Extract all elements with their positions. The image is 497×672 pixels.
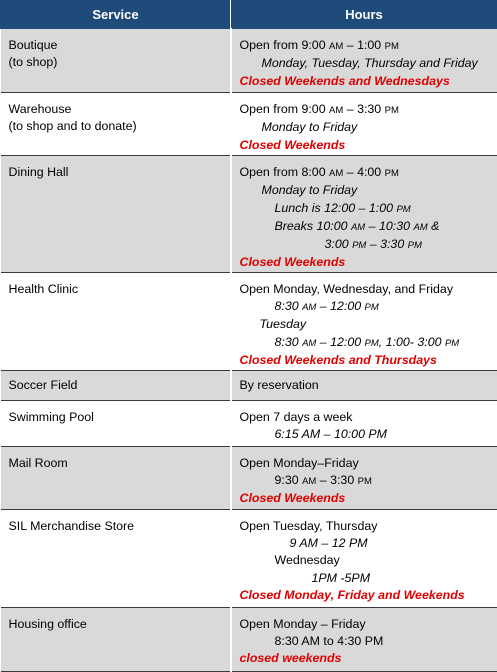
closed-notice: Closed Weekends and Thursdays	[240, 352, 491, 369]
closed-notice: Closed Weekends	[240, 254, 491, 271]
hours-column-header: Hours	[231, 1, 497, 29]
table-row-housing-office	[1, 607, 497, 671]
table-row-dining-hall	[1, 156, 497, 273]
service-name-cell: Swimming Pool	[1, 400, 231, 446]
hours-cell: Open from 9:00 AM – 1:00 PM Monday, Tuesday, Thursday and Friday Closed Weekends and Wednesdays	[231, 29, 497, 93]
hours-cell: Open Monday, Wednesday, and Friday 8:30 AM – 12:00 PM Tuesday 8:30 AM – 12:00 PM, 1:00- 3:00 PM Closed Weekends and Thursdays	[231, 272, 497, 370]
closed-notice: Closed Weekends	[240, 137, 491, 154]
hours-cell: Open 7 days a week 6:15 AM – 10:00 PM	[231, 400, 497, 446]
table-row-boutique	[1, 29, 497, 93]
closed-notice: Closed Monday, Friday and Weekends	[240, 587, 491, 604]
table-header-row	[1, 1, 497, 29]
table-row-soccer-field	[1, 370, 497, 400]
hours-cell: Open Tuesday, Thursday 9 AM – 12 PM Wednesday 1PM -5PM Closed Monday, Friday and Weekends	[231, 509, 497, 607]
service-name-cell: Housing office	[1, 607, 231, 671]
hours-cell: Open from 9:00 AM – 3:30 PM Monday to Friday Closed Weekends	[231, 93, 497, 156]
closed-notice: Closed Weekends	[240, 490, 491, 507]
table-row-mail-room	[1, 446, 497, 509]
closed-notice: Closed Weekends and Wednesdays	[240, 73, 491, 90]
table-row-sil-merchandise-store	[1, 509, 497, 607]
service-name-cell: Mail Room	[1, 446, 231, 509]
table-row-swimming-pool	[1, 400, 497, 446]
hours-cell: Open from 8:00 AM – 4:00 PM Monday to Friday Lunch is 12:00 – 1:00 PM Breaks 10:00 AM – 10:30 AM & 3:00 PM – 3:30 PM Closed Weekends	[231, 156, 497, 273]
service-name-cell: Health Clinic	[1, 272, 231, 370]
service-name-cell: SIL Merchandise Store	[1, 509, 231, 607]
table-row-warehouse	[1, 93, 497, 156]
closed-notice: closed weekends	[240, 650, 491, 667]
service-column-header: Service	[1, 1, 231, 29]
hours-cell: Open Monday – Friday 8:30 AM to 4:30 PM closed weekends	[231, 607, 497, 671]
service-name-cell: Warehouse (to shop and to donate)	[1, 93, 231, 156]
table-row-health-clinic	[1, 272, 497, 370]
hours-cell: Open Monday–Friday 9:30 AM – 3:30 PM Closed Weekends	[231, 446, 497, 509]
hours-cell: By reservation	[231, 370, 497, 400]
service-name-cell: Boutique (to shop)	[1, 29, 231, 93]
service-name-cell: Dining Hall	[1, 156, 231, 273]
service-name-cell: Soccer Field	[1, 370, 231, 400]
